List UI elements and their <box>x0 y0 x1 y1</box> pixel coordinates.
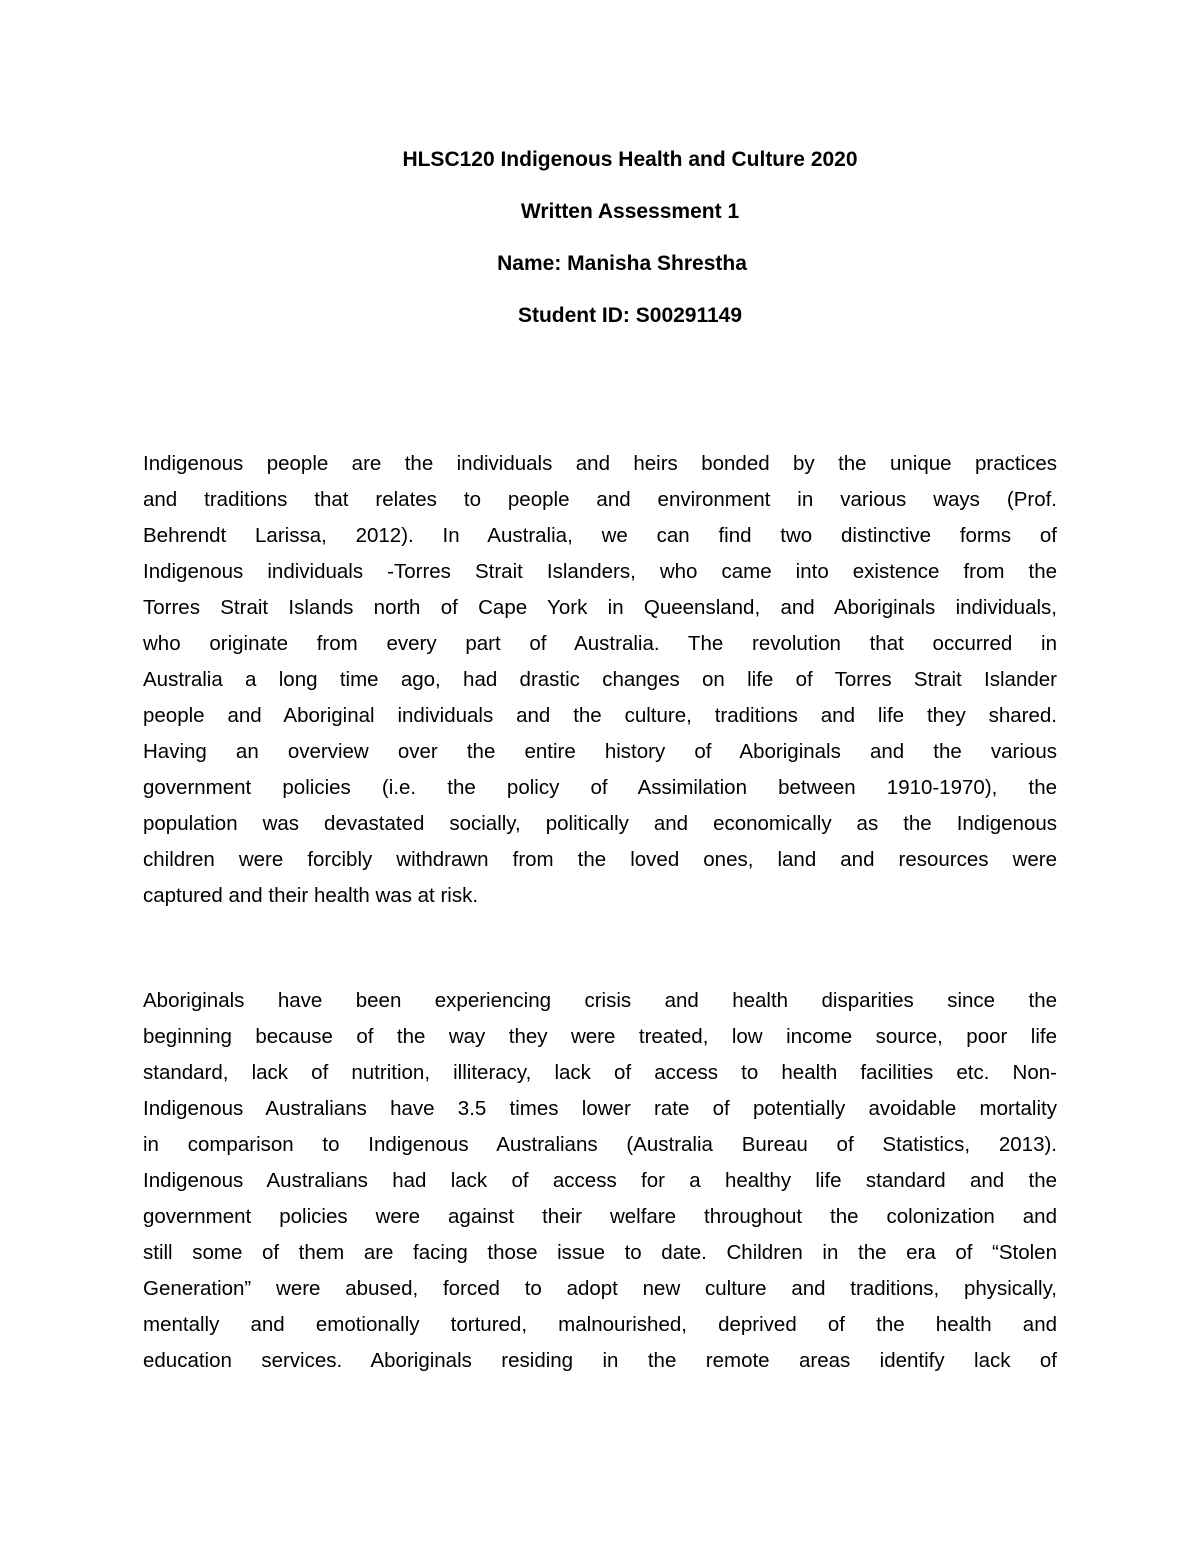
text-line: still some of them are facing those issue to date. Children in the era of “Stolen <box>143 1241 1057 1264</box>
text-line: Indigenous people are the individuals and heirs bonded by the unique practices <box>143 452 1057 475</box>
course-title: HLSC120 Indigenous Health and Culture 2020 <box>402 148 858 171</box>
text-line: in comparison to Indigenous Australians (Australia Bureau of Statistics, 2013). <box>143 1133 1057 1156</box>
paragraph-1 <box>143 446 1057 914</box>
text-line: Aboriginals have been experiencing crisis and health disparities since the <box>143 989 1057 1012</box>
text-line: Having an overview over the entire history of Aboriginals and the various <box>143 740 1057 763</box>
text-line: Indigenous Australians had lack of access for a healthy life standard and the <box>143 1169 1057 1192</box>
text-line: education services. Aboriginals residing in the remote areas identify lack of <box>143 1349 1057 1372</box>
text-line: mentally and emotionally tortured, malnourished, deprived of the health and <box>143 1313 1057 1336</box>
text-line: people and Aboriginal individuals and the culture, traditions and life they shared. <box>143 704 1057 727</box>
text-line: government policies were against their welfare throughout the colonization and <box>143 1205 1057 1228</box>
student-name: Name: Manisha Shrestha <box>497 252 747 275</box>
text-line: Indigenous individuals -Torres Strait Islanders, who came into existence from the <box>143 560 1057 583</box>
text-line: and traditions that relates to people and environment in various ways (Prof. <box>143 488 1057 511</box>
text-line: population was devastated socially, politically and economically as the Indigenous <box>143 812 1057 835</box>
text-line: Torres Strait Islands north of Cape York in Queensland, and Aboriginals individuals, <box>143 596 1057 619</box>
student-id: Student ID: S00291149 <box>517 304 743 327</box>
text-line: Australia a long time ago, had drastic changes on life of Torres Strait Islander <box>143 668 1057 691</box>
text-line: beginning because of the way they were treated, low income source, poor life <box>143 1025 1057 1048</box>
assessment-title: Written Assessment 1 <box>520 200 740 223</box>
text-line: Indigenous Australians have 3.5 times lower rate of potentially avoidable mortality <box>143 1097 1057 1120</box>
text-line: government policies (i.e. the policy of Assimilation between 1910-1970), the <box>143 776 1057 799</box>
text-line: Behrendt Larissa, 2012). In Australia, we can find two distinctive forms of <box>143 524 1057 547</box>
text-line: captured and their health was at risk. <box>143 884 479 907</box>
text-line: who originate from every part of Australia. The revolution that occurred in <box>143 632 1057 655</box>
paragraph-2 <box>143 983 1057 1379</box>
text-line: children were forcibly withdrawn from the loved ones, land and resources were <box>143 848 1057 871</box>
text-line: standard, lack of nutrition, illiteracy, lack of access to health facilities etc. Non- <box>143 1061 1057 1084</box>
text-line: Generation” were abused, forced to adopt new culture and traditions, physically, <box>143 1277 1057 1300</box>
